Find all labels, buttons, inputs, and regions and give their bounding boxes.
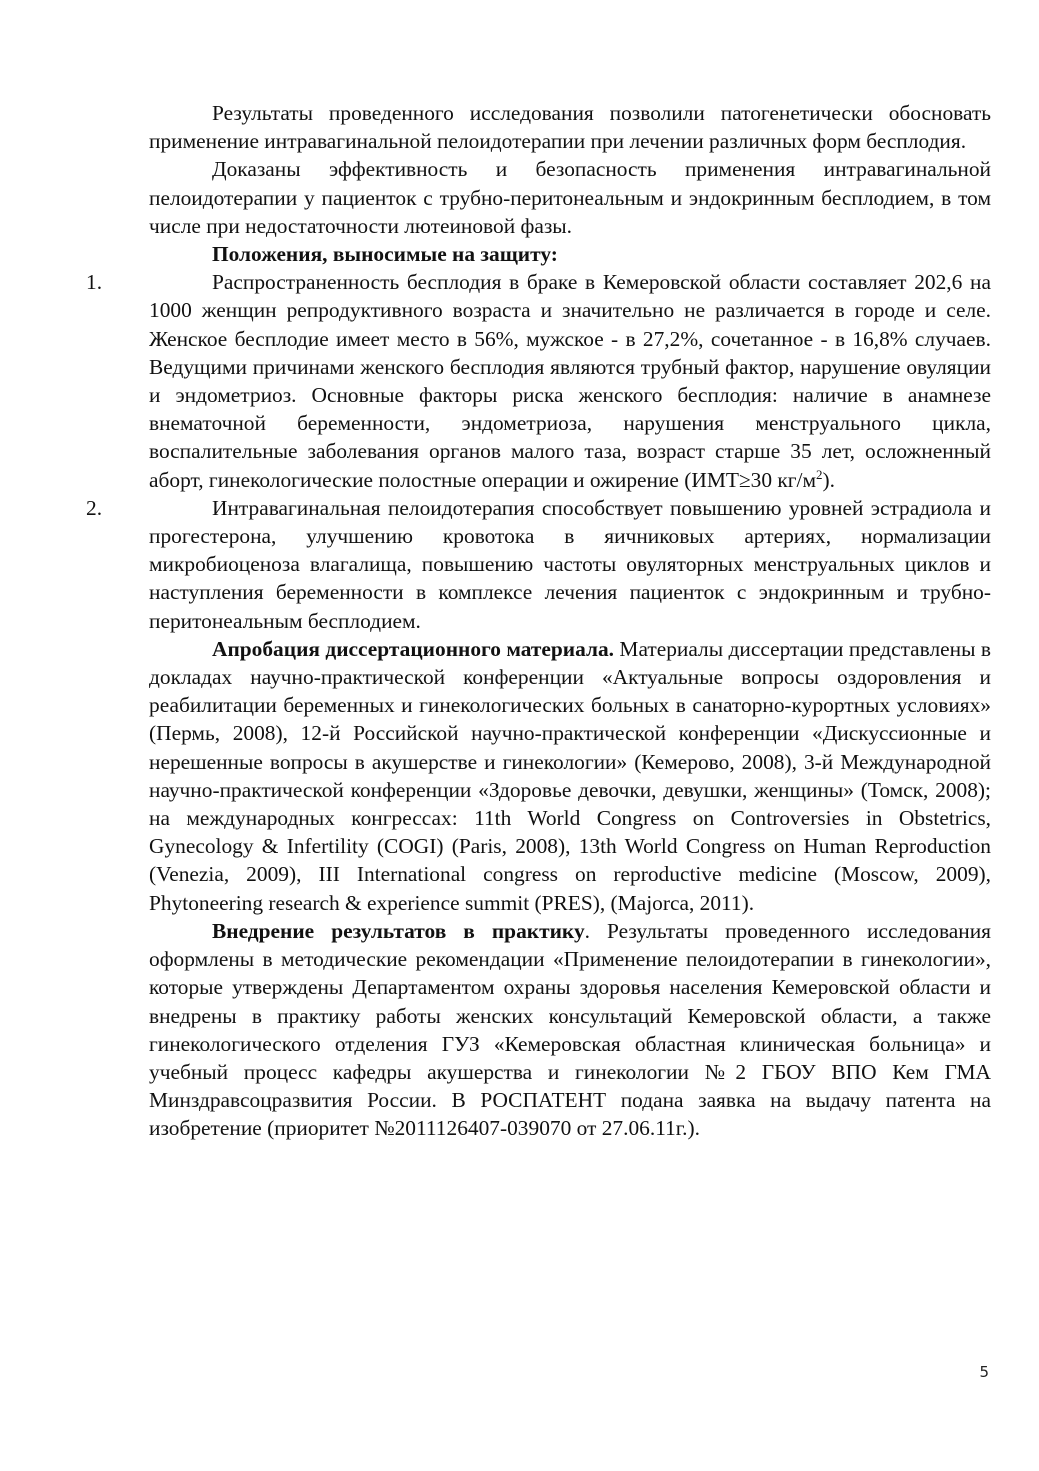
defense-item-2 bbox=[86, 494, 991, 635]
defense-item-1-number: 1. bbox=[86, 270, 103, 295]
defense-heading: Положения, выносимые на защиту: bbox=[212, 242, 558, 267]
defense-item-1-text: Распространенность бесплодия в браке в Кемеровской области составляет 202,6 на 1000 женщин репродуктивного возраста и значительно не различается в городе и селе. Женское бесплодие имеет место в 56%, мужское - в 27,2%, сочетанное - в 16,8% случаев. Ведущими причинами женского бесплодия являются трубный фактор, нарушение овуляции и эндометриоз. Основные факторы риска женского бесплодия: наличие в анамнезе внематочной беременности, эндометриоза, нарушения менструального цикла, воспалительные заболевания органов малого таза, возраст старше 35 лет, осложненный аборт, гинекологические полостные операции и ожирение (ИМТ≥30 кг/м bbox=[149, 270, 991, 492]
page-number: 5 bbox=[979, 1363, 989, 1381]
approbation-text: Материалы диссертации представлены в докладах научно-практической конференции «Актуальные вопросы оздоровления и реабилитации беременных и гинекологических больных в санаторно-курортных условиях» (Пермь, 2008), 12-й Российской научно-практической конференции «Дискуссионные и нерешенные вопросы в акушерстве и гинекологии» (Кемерово, 2008), 3-й Международной научно-практической конференции «Здоровье девочки, девушки, женщины» (Томск, 2008); на международных конгрессах: 11th World Congress on Controversies in Obstetrics, Gynecology & Infertility (COGI) (Paris, 2008), 13th World Congress on Human Reproduction (Venezia, 2009), III International congress on reproductive medicine (Moscow, 2009), Phytoneering research & experience summit (PRES), (Majorca, 2011). bbox=[149, 636, 991, 915]
results-paragraph: Результаты проведенного исследования позволили патогенетически обосновать применение интравагинальной пелоидотерапии при лечении различных форм бесплодия. bbox=[149, 101, 991, 154]
document-page bbox=[86, 99, 991, 1143]
implementation-text: . Результаты проведенного исследования оформлены в методические рекомендации «Применение пелоидотерапии в гинекологии», которые утверждены Департаментом охраны здоровья населения Кемеровской области и внедрены в практику работы женских консультаций Кемеровской области, а также гинекологического отделения ГУЗ «Кемеровская областная клиническая больница» и учебный процесс кафедры акушерства и гинекологии №2 ГБОУ ВПО Кем ГМА Минздравсоцразвития России. В РОСПАТЕНТ подана заявка на выдачу патента на изобретение (приоритет №2011126407-039070 от 27.06.11г.). bbox=[149, 918, 991, 1141]
defense-item-2-text: Интравагинальная пелоидотерапия способствует повышению уровней эстрадиола и прогестерона, улучшению кровотока в яичниковых артериях, нормализации микробиоценоза влагалища, повышению частоты овуляторных менструальных циклов и наступления беременности в комплексе лечения пациенток с эндокринным и трубно-перитонеальным бесплодием. bbox=[149, 495, 991, 633]
defense-item-2-number: 2. bbox=[86, 495, 103, 520]
implementation-paragraph bbox=[149, 917, 991, 1143]
implementation-lead: Внедрение результатов в практику bbox=[212, 918, 585, 943]
defense-item-1 bbox=[86, 268, 991, 494]
efficacy-paragraph: Доказаны эффективность и безопасность применения интравагинальной пелоидотерапии у пациенток с трубно-перитонеальным и эндокринным бесплодием, в том числе при недостаточности лютеиновой фазы. bbox=[149, 157, 991, 238]
defense-item-1-tail: ). bbox=[822, 467, 836, 492]
approbation-lead: Апробация диссертационного материала. bbox=[212, 636, 615, 661]
defense-item-1-superscript: 2 bbox=[816, 466, 823, 482]
approbation-paragraph bbox=[149, 635, 991, 917]
